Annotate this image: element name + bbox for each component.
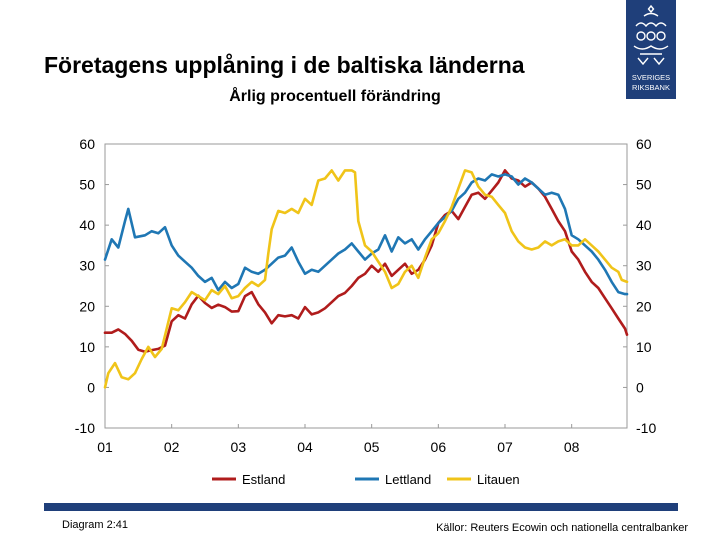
chart-subtitle: Årlig procentuell förändring [229,88,441,105]
x-tick-label: 01 [97,439,113,455]
x-tick-label: 02 [163,439,180,455]
y-tick-label-left: 60 [79,136,95,152]
y-tick-label-right: 30 [636,257,652,274]
x-tick-label: 08 [563,439,580,455]
y-tick-label-right: 20 [636,298,652,315]
series-line-lettland [105,174,627,294]
x-tick-label: 06 [430,439,447,455]
legend-label-litauen: Litauen [477,472,520,487]
y-tick-label-right: -10 [636,420,657,436]
x-tick-label: 04 [297,439,313,455]
y-tick-label-left: -10 [74,420,95,436]
legend-label-estland: Estland [242,472,286,487]
y-tick-label-left: 20 [79,298,95,315]
logo-text-line2: RIKSBANK [632,83,670,92]
y-tick-label-right: 10 [636,338,652,355]
source-note: Källor: Reuters Ecowin och nationella centralbanker [436,522,688,534]
x-tick-label: 03 [230,439,247,455]
y-tick-label-left: 50 [79,176,95,193]
logo-text-line1: SVERIGES [631,73,671,82]
y-tick-label-left: 40 [79,217,95,234]
plot-area-frame [105,144,627,428]
diagram-label: Diagram 2:41 [62,519,129,531]
footer-bar [44,503,678,511]
y-tick-label-left: 0 [87,379,95,396]
y-tick-label-right: 0 [636,379,644,396]
page-title: Företagens upplåning i de baltiska länderna [44,52,525,78]
y-tick-label-right: 40 [636,217,652,234]
x-tick-label: 07 [497,439,513,455]
x-tick-label: 05 [363,439,380,455]
y-tick-label-left: 10 [79,338,95,355]
y-tick-label-right: 50 [636,176,652,193]
legend-label-lettland: Lettland [385,472,432,487]
y-tick-label-left: 30 [79,257,95,274]
y-tick-label-right: 60 [636,136,652,152]
